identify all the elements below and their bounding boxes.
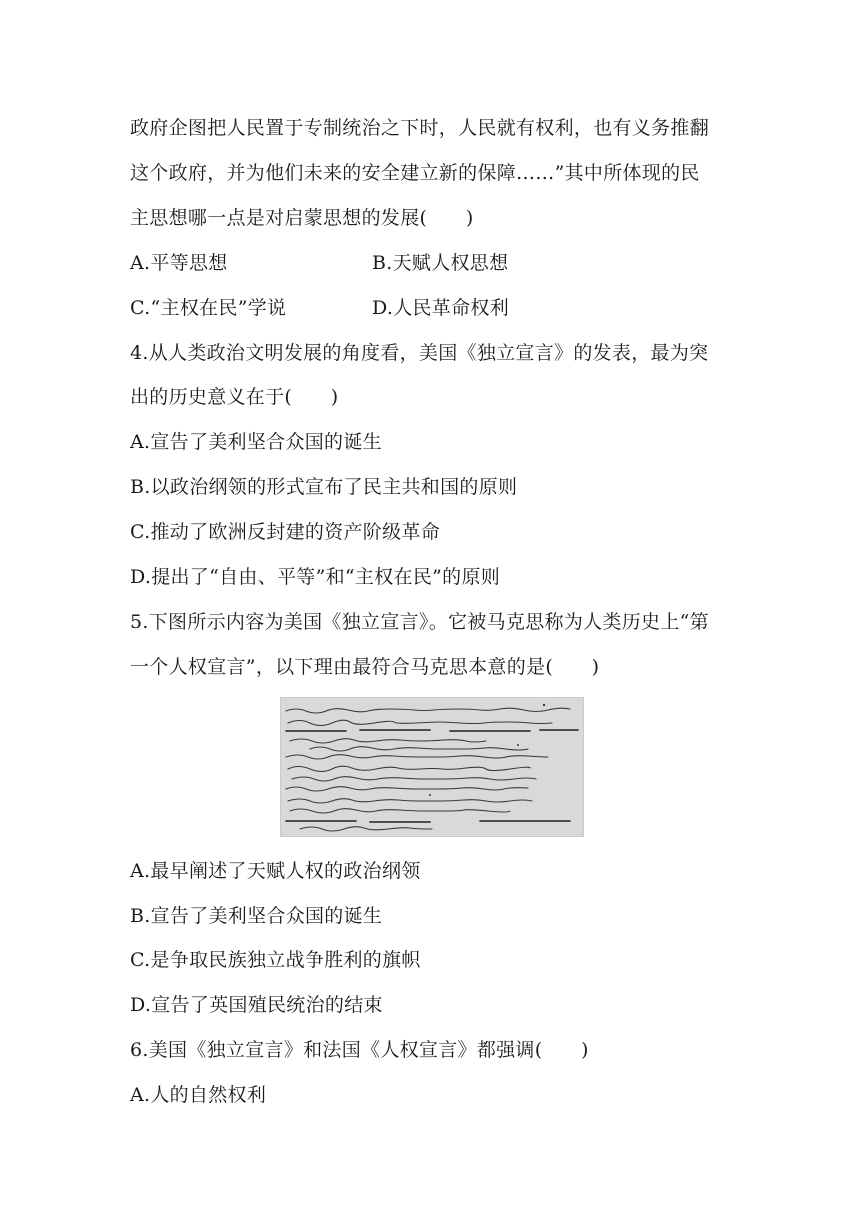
declaration-manuscript-image — [280, 697, 584, 837]
q5-option-b: B.宣告了美利坚合众国的诞生 — [130, 905, 383, 927]
q5-option-c: C.是争取民族独立战争胜利的旗帜 — [130, 949, 421, 971]
q3-option-b: B.天赋人权思想 — [372, 252, 509, 274]
q4-option-a: A.宣告了美利坚合众国的诞生 — [130, 431, 382, 453]
q6-stem-line-1: 6.美国《独立宣言》和法国《人权宣言》都强调( ) — [130, 1039, 589, 1061]
q3-option-c: C.“主权在民”学说 — [130, 297, 287, 319]
q3-option-d: D.人民革命权利 — [372, 297, 509, 319]
q3-stem-line-3: 主思想哪一点是对启蒙思想的发展( ) — [130, 207, 474, 229]
q4-option-d: D.提出了“自由、平等”和“主权在民”的原则 — [130, 566, 501, 588]
q5-stem-line-1: 5.下图所示内容为美国《独立宣言》。它被马克思称为人类历史上“第 — [130, 611, 709, 633]
q5-option-d: D.宣告了英国殖民统治的结束 — [130, 994, 383, 1016]
q4-stem-line-1: 4.从人类政治文明发展的角度看，美国《独立宣言》的发表，最为突 — [130, 342, 709, 364]
q6-option-a: A.人的自然权利 — [130, 1084, 267, 1106]
q3-option-a: A.平等思想 — [130, 252, 228, 274]
q5-option-a: A.最早阐述了天赋人权的政治纲领 — [130, 860, 421, 882]
q3-stem-line-2: 这个政府，并为他们未来的安全建立新的保障……”其中所体现的民 — [130, 162, 700, 184]
q5-stem-line-2: 一个人权宣言”，以下理由最符合马克思本意的是( ) — [130, 656, 600, 678]
q4-option-c: C.推动了欧洲反封建的资产阶级革命 — [130, 521, 441, 543]
q4-option-b: B.以政治纲领的形式宣布了民主共和国的原则 — [130, 476, 518, 498]
q4-stem-line-2: 出的历史意义在于( ) — [130, 386, 339, 408]
q3-stem-line-1: 政府企图把人民置于专制统治之下时，人民就有权利，也有义务推翻 — [130, 117, 710, 139]
